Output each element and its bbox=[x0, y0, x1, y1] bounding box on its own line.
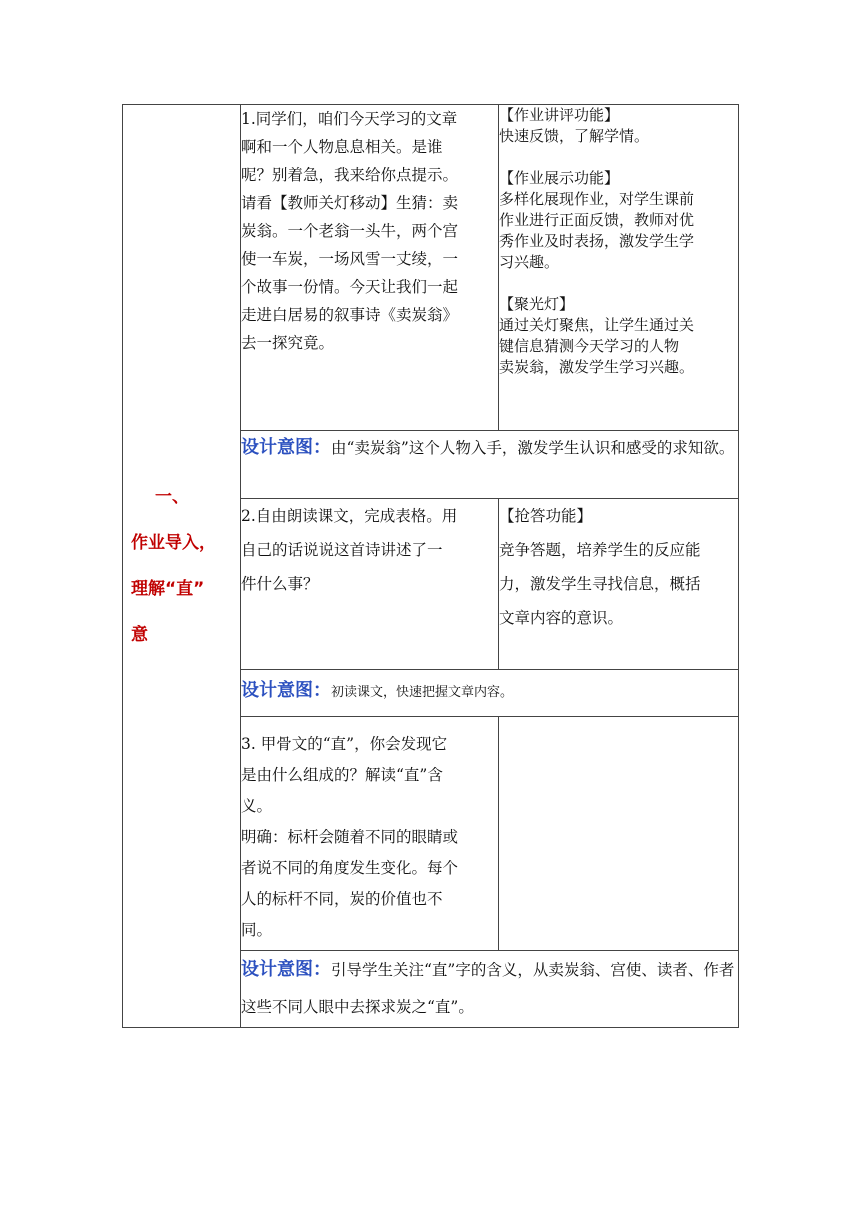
note-heading: 【抢答功能】 bbox=[499, 507, 593, 525]
design-intent-label: 设计意图： bbox=[241, 680, 331, 701]
activity-line: 呢？别着急，我来给你点提示。 bbox=[241, 166, 459, 184]
activity-line: 炭翁。一个老翁一头牛，两个宫 bbox=[241, 222, 459, 240]
note-line: 竞争答题，培养学生的反应能 bbox=[499, 541, 701, 559]
design-intent-cell bbox=[241, 951, 739, 1028]
note-line: 习兴趣。 bbox=[499, 253, 560, 271]
table-row bbox=[123, 105, 739, 431]
activity-line: 请看【教师关灯移动】生猜：卖 bbox=[241, 194, 459, 212]
design-intent-text: 初读课文，快速把握文章内容。 bbox=[331, 685, 514, 700]
note-line: 力，激发学生寻找信息，概括 bbox=[499, 575, 701, 593]
activity-line: 人的标杆不同，炭的价值也不 bbox=[241, 890, 443, 908]
note-line: 键信息猜测今天学习的人物 bbox=[499, 337, 680, 355]
note-heading: 【作业讲评功能】 bbox=[499, 106, 620, 124]
design-intent-cell bbox=[241, 431, 739, 499]
design-intent-cell bbox=[241, 670, 739, 717]
empty-notes-cell bbox=[499, 717, 739, 951]
design-intent-label: 设计意图： bbox=[241, 959, 331, 980]
lesson-plan-table bbox=[122, 104, 739, 1028]
activity-line: 啊和一个人物息息相关。是谁 bbox=[241, 138, 443, 156]
activity-line: 1.同学们，咱们今天学习的文章 bbox=[241, 110, 458, 128]
activity-line: 3. 甲骨文的“直”，你会发现它 bbox=[241, 735, 448, 753]
activity-line: 个故事一份情。今天让我们一起 bbox=[241, 278, 459, 296]
stage-number: 一、 bbox=[155, 487, 189, 507]
note-line: 文章内容的意识。 bbox=[499, 609, 624, 627]
function-notes-cell bbox=[499, 499, 739, 670]
activity-cell bbox=[241, 105, 499, 431]
stage-cell bbox=[123, 105, 241, 1028]
design-intent-text: 由“卖炭翁”这个人物入手，激发学生认识和感受的求知欲。 bbox=[331, 439, 735, 457]
activity-line: 者说不同的角度发生变化。每个 bbox=[241, 859, 459, 877]
note-line: 通过关灯聚焦，让学生通过关 bbox=[499, 316, 695, 334]
note-line: 卖炭翁，激发学生学习兴趣。 bbox=[499, 358, 695, 376]
note-line: 快速反馈，了解学情。 bbox=[499, 127, 650, 145]
stage-title-line: 理解“直” bbox=[131, 579, 205, 599]
note-line: 多样化展现作业，对学生课前 bbox=[499, 190, 695, 208]
stage-title-line: 作业导入， bbox=[131, 533, 216, 553]
note-line: 作业进行正面反馈，教师对优 bbox=[499, 211, 695, 229]
stage-title bbox=[123, 474, 240, 658]
activity-cell bbox=[241, 499, 499, 670]
activity-line: 是由什么组成的？解读“直”含 bbox=[241, 766, 443, 784]
activity-cell bbox=[241, 717, 499, 951]
activity-line: 义。 bbox=[241, 797, 273, 815]
design-intent-text: 引导学生关注“直”字的含义，从卖炭翁、宫使、读者、作者这些不同人眼中去探求炭之“直”。 bbox=[241, 961, 735, 1016]
stage-title-line: 意 bbox=[131, 625, 148, 645]
activity-line: 自己的话说说这首诗讲述了一 bbox=[241, 541, 443, 559]
note-heading: 【作业展示功能】 bbox=[499, 169, 620, 187]
function-notes-cell bbox=[499, 105, 739, 431]
activity-line: 使一车炭，一场风雪一丈绫，一 bbox=[241, 250, 459, 268]
activity-line: 2.自由朗读课文，完成表格。用 bbox=[241, 507, 458, 525]
note-line: 秀作业及时表扬，激发学生学 bbox=[499, 232, 695, 250]
note-heading: 【聚光灯】 bbox=[499, 295, 575, 313]
design-intent-label: 设计意图： bbox=[241, 437, 331, 458]
activity-line: 走进白居易的叙事诗《卖炭翁》 bbox=[241, 306, 459, 324]
activity-line: 去一探究竟。 bbox=[241, 334, 335, 352]
activity-line: 同。 bbox=[241, 921, 273, 939]
activity-line: 件什么事？ bbox=[241, 575, 319, 593]
activity-line: 明确：标杆会随着不同的眼睛或 bbox=[241, 828, 459, 846]
